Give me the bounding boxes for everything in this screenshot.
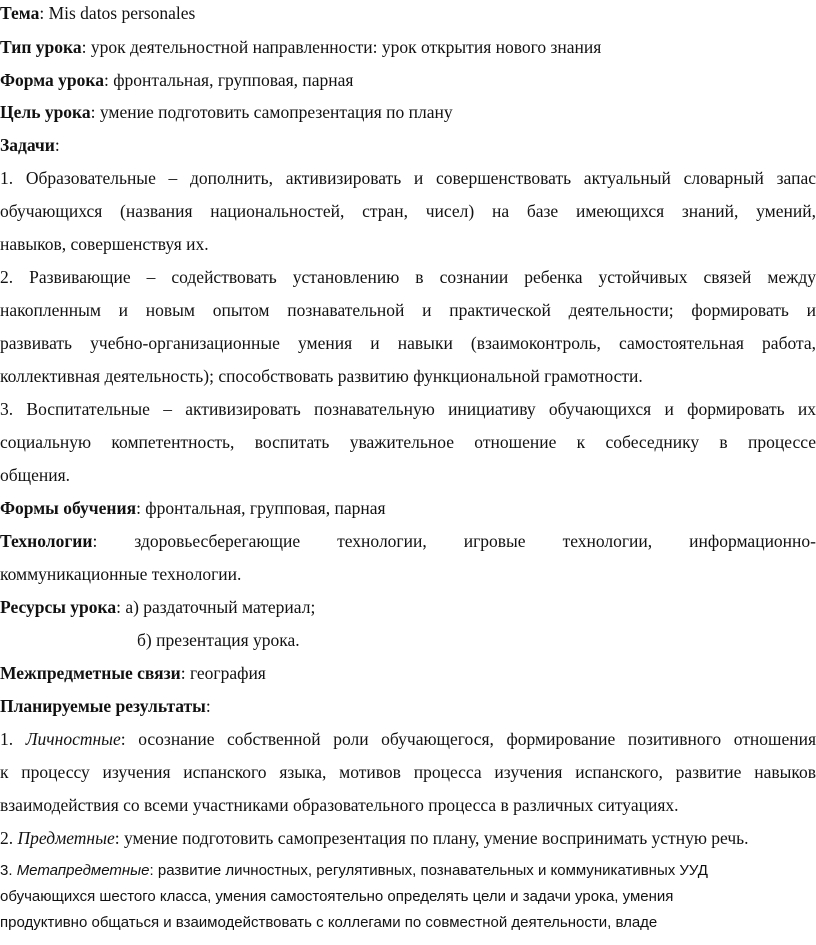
meta-results-label: Метапредметные [16, 862, 150, 879]
personal-results-line-2: к процессу изучения испанского языка, мотивов процесса изучения испанского, развитие навыков [0, 762, 816, 782]
technologies-label: Технологии [0, 531, 93, 551]
task-educational-line-3: навыков, совершенствуя их. [0, 234, 209, 254]
technologies-line-2: коммуникационные технологии. [0, 564, 242, 584]
personal-results-label: Личностные [25, 729, 121, 749]
lesson-type-label: Тип урока [0, 37, 82, 57]
lesson-form-label: Форма урока [0, 70, 104, 90]
meta-results-line-1: 3. Метапредметные: развитие личностных, регулятивных, познавательных и коммуникативных УУД [0, 862, 708, 879]
interdisciplinary-label: Межпредметные связи [0, 663, 181, 683]
task-upbringing-line-2: социальную компетентность, воспитать уважительное отношение к собеседнику в процессе [0, 432, 816, 452]
learning-forms-label: Формы обучения [0, 498, 137, 518]
subject-results-label: Предметные [17, 828, 115, 848]
task-developing-line-1: 2. Развивающие – содействовать установлению в сознании ребенка устойчивых связей между [0, 267, 816, 287]
learning-forms-line [0, 497, 816, 519]
interdisciplinary-text: : география [180, 663, 266, 683]
technologies-text: : здоровьесберегающие технологии, игровые технологии, информационно- [92, 531, 816, 551]
topic-line [0, 2, 816, 24]
tasks-label: Задачи [0, 135, 55, 155]
resources-label: Ресурсы урока [0, 597, 117, 617]
task-developing-line-2: накопленным и новым опытом познавательной и практической деятельности; формировать и [0, 300, 816, 320]
personal-results-line-1: 1. Личностные: осознание собственной роли обучающегося, формирование позитивного отношения [0, 729, 816, 749]
task-educational-line-1: 1. Образовательные – дополнить, активизировать и совершенствовать актуальный словарный запас [0, 168, 816, 188]
interdisciplinary-line [0, 662, 816, 684]
task-upbringing-line-1: 3. Воспитательные – активизировать познавательную инициативу обучающихся и формировать их [0, 399, 816, 419]
lesson-goal-line [0, 101, 816, 123]
planned-results-label: Планируемые результаты [0, 696, 206, 716]
meta-results-line-3: продуктивно общаться и взаимодействовать с коллегами по совместной деятельности, владе [0, 914, 658, 931]
topic-label: Тема [0, 3, 40, 23]
planned-results-heading: Планируемые результаты: [0, 696, 211, 716]
lesson-form-line [0, 69, 816, 91]
technologies-line-1 [0, 530, 816, 552]
resources-line-1 [0, 596, 816, 618]
topic-text: : Mis datos personales [39, 3, 196, 23]
task-developing-line-4: коллективная деятельность); способствовать развитию функциональной грамотности. [0, 366, 643, 386]
resources-line-2: б) презентация урока. [137, 630, 300, 650]
task-developing-line-3: развивать учебно-организационные умения и навыки (взаимоконтроль, самостоятельная работа, [0, 333, 816, 353]
lesson-type-line [0, 36, 816, 58]
lesson-goal-text: : умение подготовить самопрезентация по плану [90, 102, 453, 122]
task-educational-line-2: обучающихся (названия национальностей, стран, чисел) на базе имеющихся знаний, умений, [0, 201, 816, 221]
learning-forms-text: : фронтальная, групповая, парная [136, 498, 386, 518]
resources-text-a: : а) раздаточный материал; [116, 597, 316, 617]
subject-results-line: 2. Предметные: умение подготовить самопрезентация по плану, умение воспринимать устную речь. [0, 828, 749, 848]
task-upbringing-line-3: общения. [0, 465, 71, 485]
meta-results-line-2: обучающихся шестого класса, умения самостоятельно определять цели и задачи урока, умения [0, 888, 674, 905]
personal-results-line-3: взаимодействия со всеми участниками образовательного процесса в различных ситуациях. [0, 795, 679, 815]
tasks-heading: Задачи: [0, 135, 60, 155]
lesson-type-text: : урок деятельностной направленности: урок открытия нового знания [81, 37, 602, 57]
lesson-form-text: : фронтальная, групповая, парная [103, 70, 354, 90]
lesson-goal-label: Цель урока [0, 102, 91, 122]
